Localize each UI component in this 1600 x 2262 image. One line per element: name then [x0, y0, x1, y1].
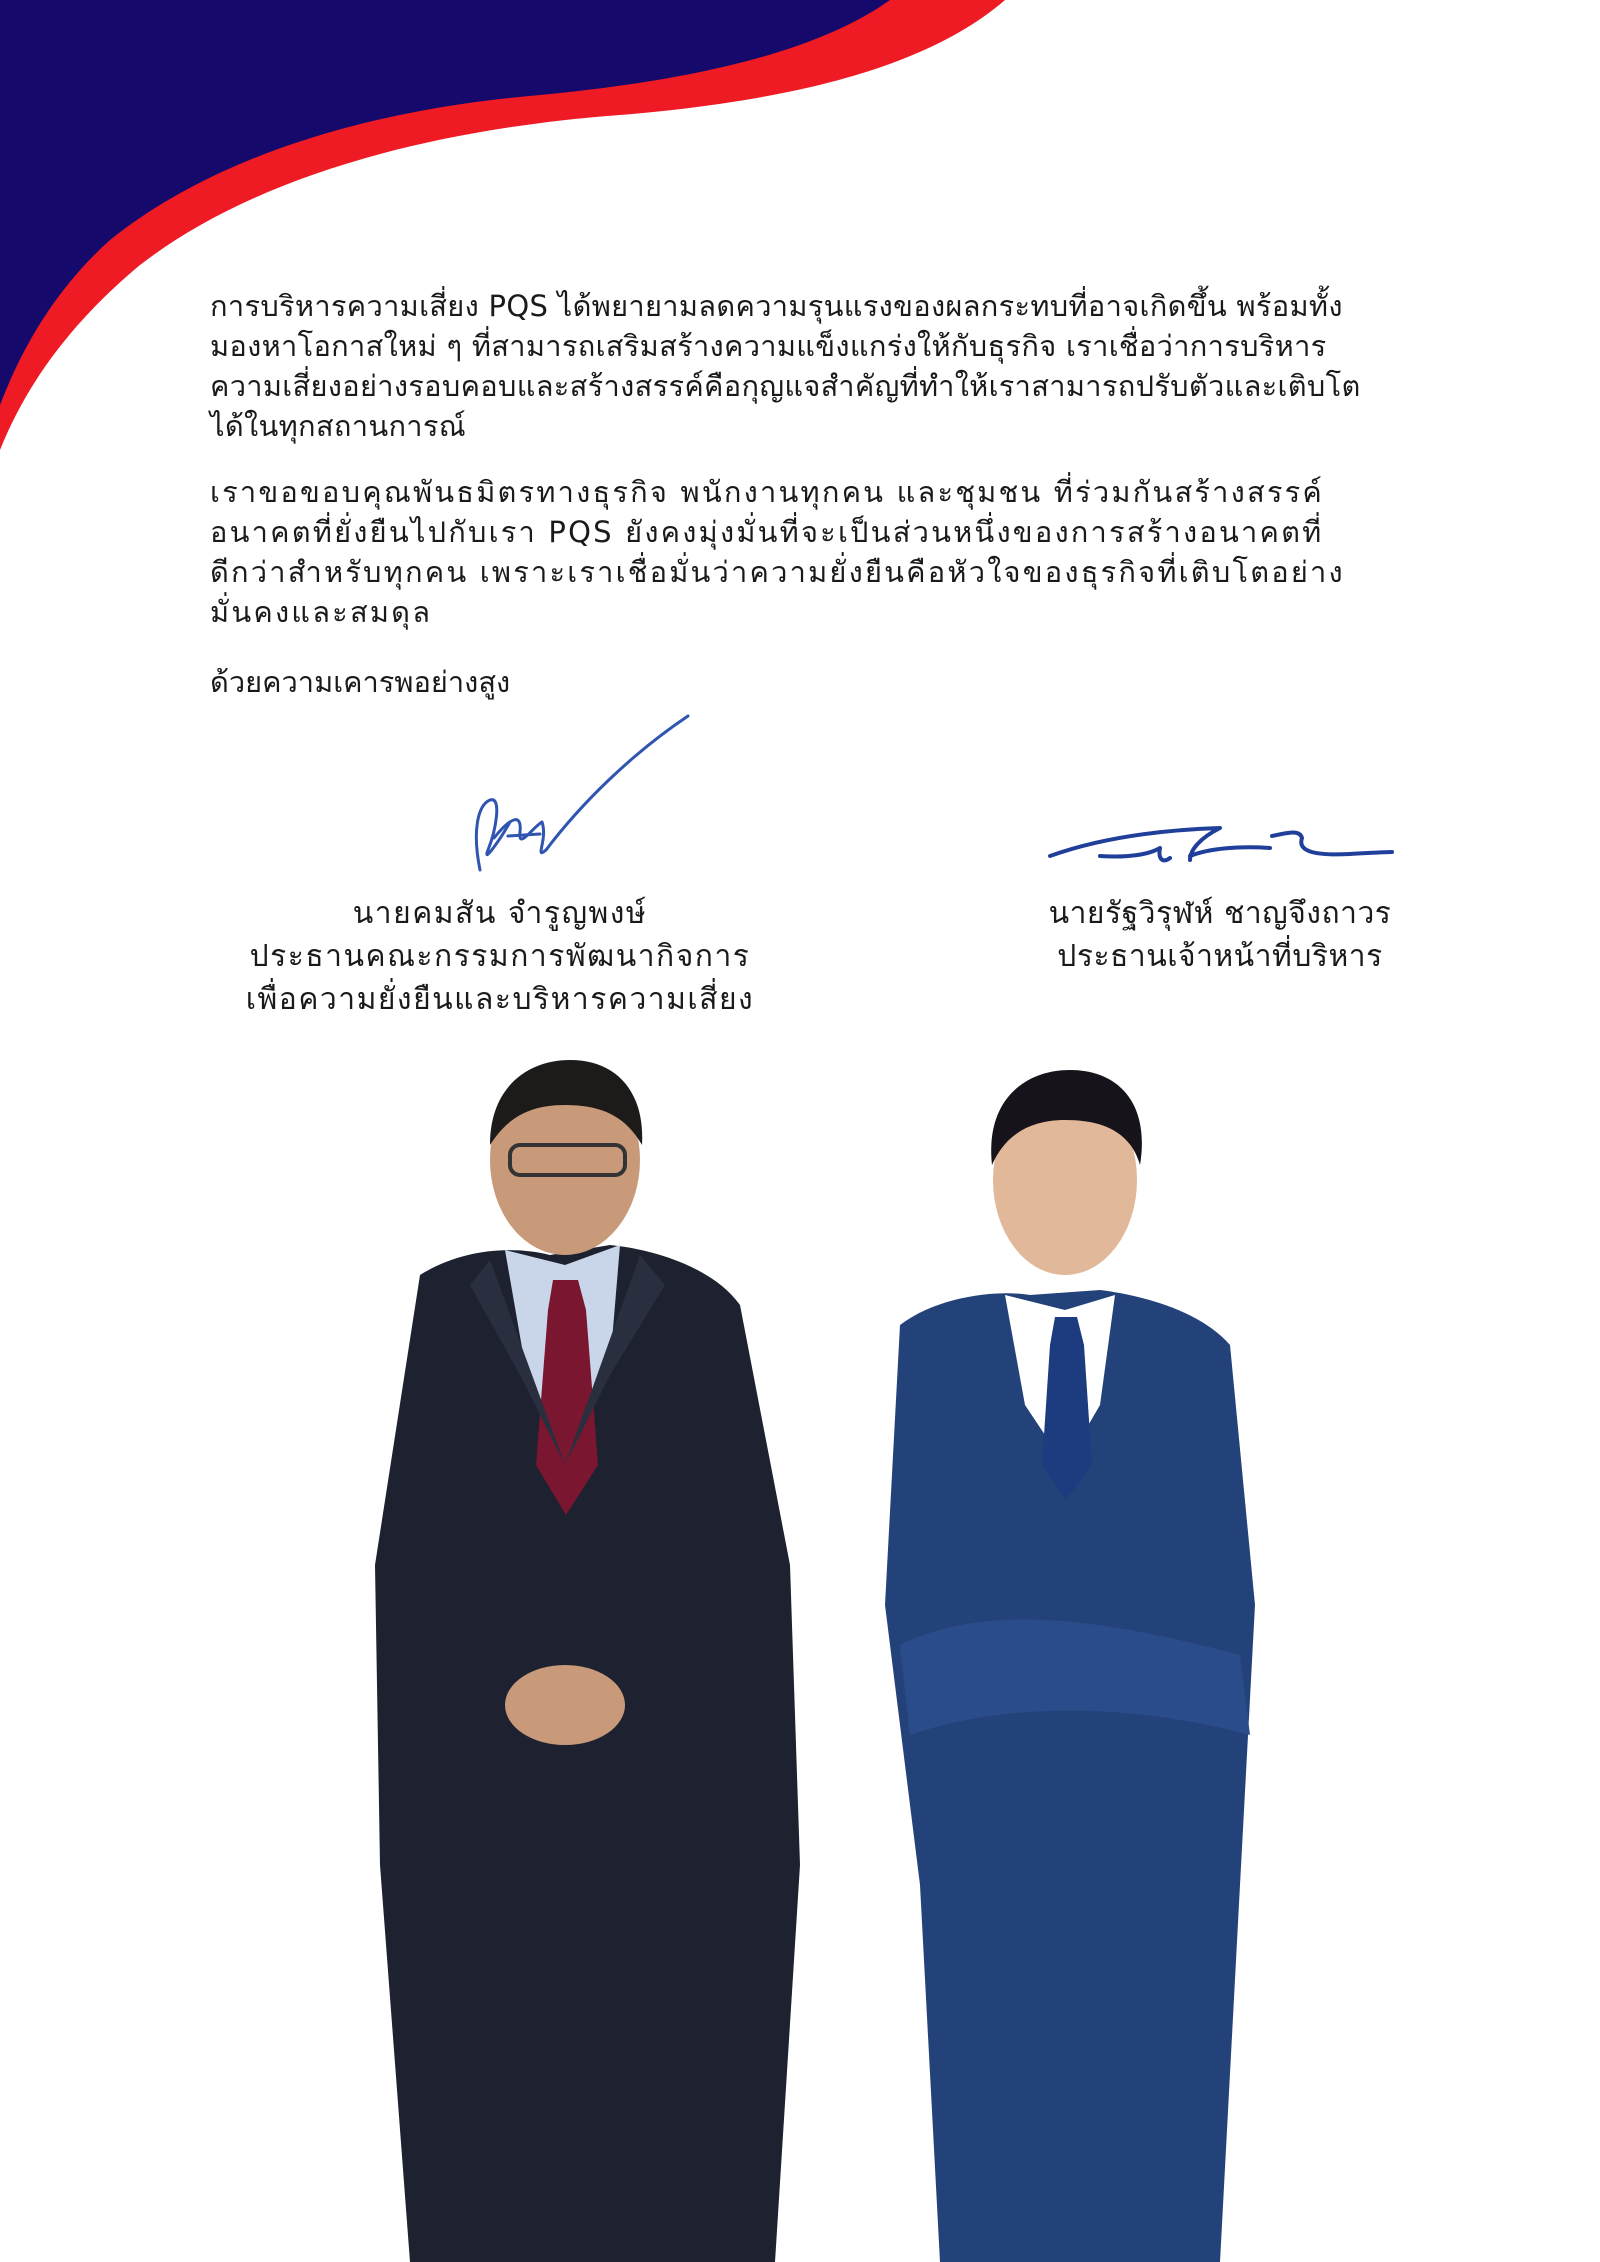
paragraph-2	[210, 472, 1510, 632]
signature-right	[1040, 808, 1400, 878]
letter-body	[210, 286, 1510, 702]
signer-right	[990, 892, 1450, 978]
portrait-ceo	[860, 1045, 1280, 2262]
signer-left	[180, 892, 820, 1021]
signer-title: ประธานคณะกรรมการพัฒนากิจการ	[249, 939, 751, 974]
signer-name: นายคมสัน จำรูญพงษ์	[352, 896, 648, 931]
signature-left	[450, 710, 710, 890]
hands	[505, 1665, 625, 1745]
signer-title: ประธานเจ้าหน้าที่บริหาร	[1057, 939, 1383, 974]
text-line: เราขอขอบคุณพันธมิตรทางธุรกิจ พนักงานทุกคน และชุมชน ที่ร่วมกันสร้างสรรค์	[210, 475, 1325, 509]
text-line: ความเสี่ยงอย่างรอบคอบและสร้างสรรค์คือกุญแจสำคัญที่ทำให้เราสามารถปรับตัวและเติบโต	[210, 369, 1361, 403]
text-line: ดีกว่าสำหรับทุกคน เพราะเราเชื่อมั่นว่าความยั่งยืนคือหัวใจของธุรกิจที่เติบโตอย่าง	[210, 555, 1345, 589]
text-line: การบริหารความเสี่ยง PQS ได้พยายามลดความรุนแรงของผลกระทบที่อาจเกิดขึ้น พร้อมทั้ง	[210, 289, 1343, 323]
paragraph-1	[210, 286, 1510, 446]
signer-name: นายรัฐวิรุฬห์ ชาญจึงถาวร	[1048, 896, 1392, 931]
signer-title: เพื่อความยั่งยืนและบริหารความเสี่ยง	[245, 982, 755, 1017]
text-line: มั่นคงและสมดุล	[210, 595, 433, 629]
closing-salutation: ด้วยความเคารพอย่างสูง	[210, 665, 511, 699]
text-line: ได้ในทุกสถานการณ์	[210, 409, 466, 443]
portrait-chairman	[320, 1045, 820, 2262]
text-line: อนาคตที่ยั่งยืนไปกับเรา PQS ยังคงมุ่งมั่นที่จะเป็นส่วนหนึ่งของการสร้างอนาคตที่	[210, 515, 1324, 549]
text-line: มองหาโอกาสใหม่ ๆ ที่สามารถเสริมสร้างความแข็งแกร่งให้กับธุรกิจ เราเชื่อว่าการบริหาร	[210, 329, 1327, 363]
